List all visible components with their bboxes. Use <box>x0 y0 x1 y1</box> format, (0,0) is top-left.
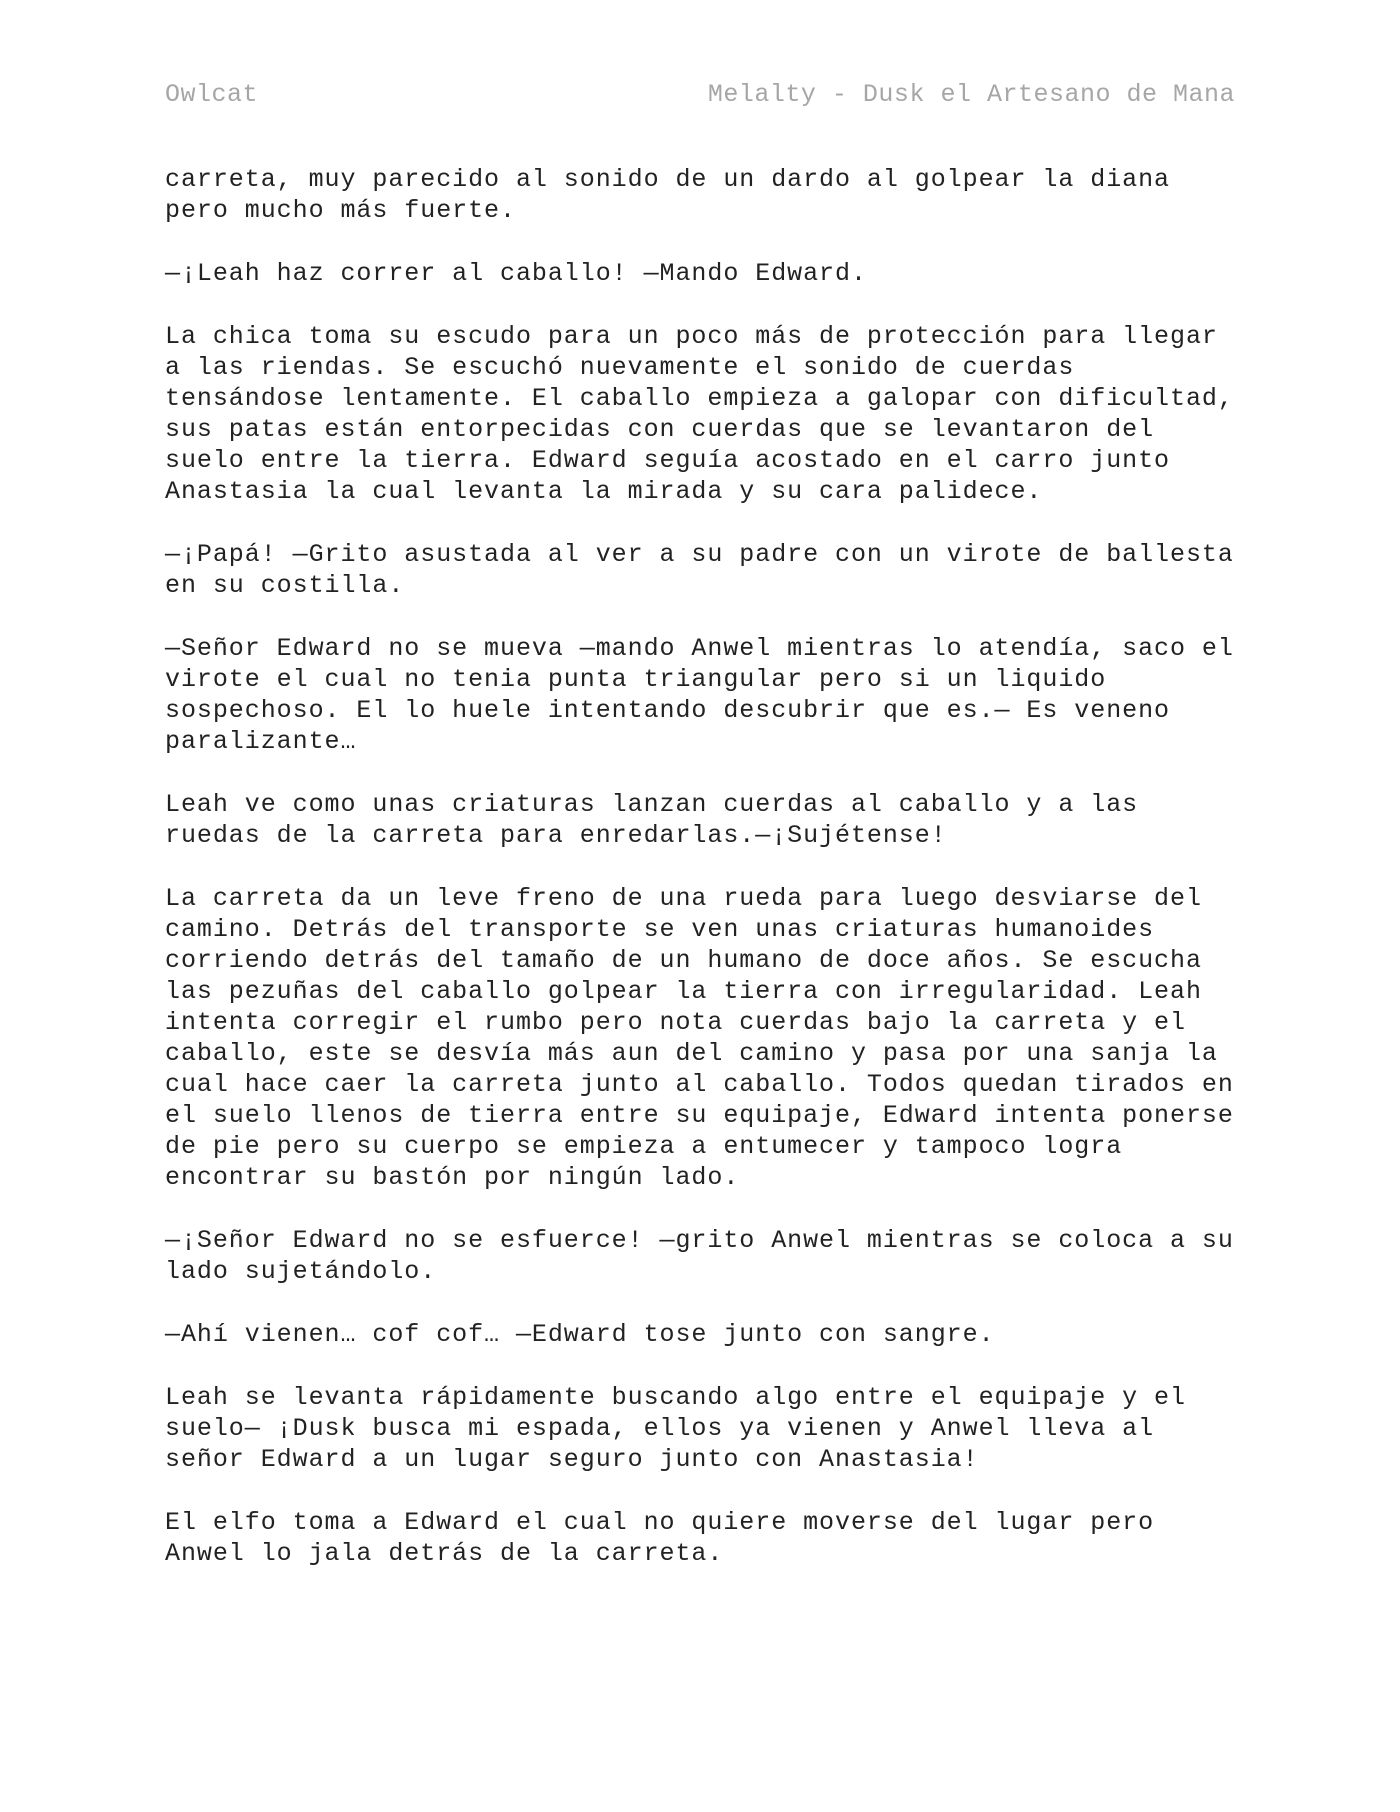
paragraph: La carreta da un leve freno de una rueda para luego desviarse del camino. Detrás del transporte se ven unas criaturas humanoides corriendo detrás del tamaño de un humano de doce años. Se escucha las pezuñas del caballo golpear la tierra con irregularidad. Leah intenta corregir el rumbo pero nota cuerdas bajo la carreta y el caballo, este se desvía más aun del camino y pasa por una sanja la cual hace caer la carreta junto al caballo. Todos quedan tirados en el suelo llenos de tierra entre su equipaje, Edward intenta ponerse de pie pero su cuerpo se empieza a entumecer y tampoco logra encontrar su bastón por ningún lado. <box>165 884 1234 1192</box>
paragraph: Leah se levanta rápidamente buscando algo entre el equipaje y el suelo— ¡Dusk busca mi espada, ellos ya vienen y Anwel lleva al señor Edward a un lugar seguro junto con Anastasia! <box>165 1383 1186 1474</box>
paragraph: El elfo toma a Edward el cual no quiere moverse del lugar pero Anwel lo jala detrás de la carreta. <box>165 1508 1155 1568</box>
page-header <box>165 80 1235 116</box>
paragraph: —Señor Edward no se mueva —mando Anwel mientras lo atendía, saco el virote el cual no tenia punta triangular pero si un liquido sospechoso. El lo huele intentando descubrir que es.— Es veneno paralizante… <box>165 634 1234 756</box>
paragraph: Leah ve como unas criaturas lanzan cuerdas al caballo y a las ruedas de la carreta para enredarlas.—¡Sujétense! <box>165 790 1139 850</box>
header-book-title: Melalty - Dusk el Artesano de Mana <box>707 80 1235 109</box>
paragraph: —Ahí vienen… cof cof… —Edward tose junto con sangre. <box>165 1320 995 1349</box>
header-author: Owlcat <box>165 80 259 109</box>
paragraph: La chica toma su escudo para un poco más de protección para llegar a las riendas. Se escuchó nuevamente el sonido de cuerdas tensándose lentamente. El caballo empieza a galopar con dificultad, sus patas están entorpecidas con cuerdas que se levantaron del suelo entre la tierra. Edward seguía acostado en el carro junto Anastasia la cual levanta la mirada y su cara palidece. <box>165 322 1234 506</box>
paragraph: —¡Señor Edward no se esfuerce! —grito Anwel mientras se coloca a su lado sujetándolo. <box>165 1226 1234 1286</box>
paragraph: —¡Papá! —Grito asustada al ver a su padre con un virote de ballesta en su costilla. <box>165 540 1234 600</box>
paragraph: —¡Leah haz correr al caballo! —Mando Edward. <box>165 259 867 288</box>
paragraph: carreta, muy parecido al sonido de un dardo al golpear la diana pero mucho más fuerte. <box>165 165 1171 225</box>
story-body <box>165 164 1245 1601</box>
